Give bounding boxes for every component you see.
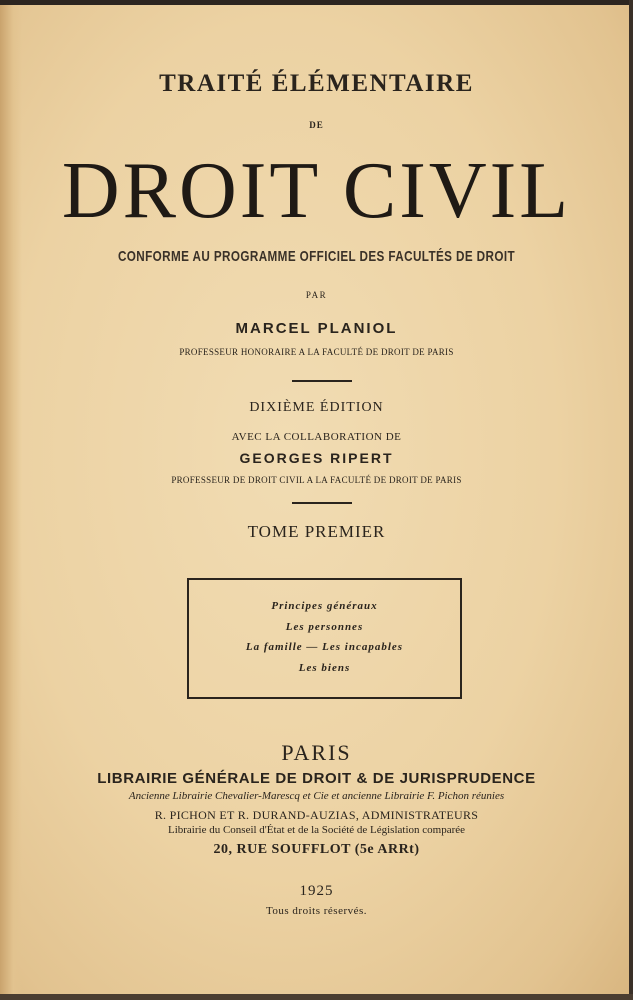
title-line: TRAITÉ ÉLÉMENTAIRE [159,70,474,97]
main-title: DROIT CIVIL [61,147,572,235]
contents-box [187,578,462,699]
author-name: MARCEL PLANIOL [235,320,398,337]
collaboration-label: AVEC LA COLLABORATION DE [231,431,402,443]
contents-item: Les personnes [285,621,364,633]
par-label: PAR [305,290,328,300]
top-edge [0,0,633,5]
rights: Tous droits réservés. [265,905,368,917]
edition: DIXIÈME ÉDITION [249,400,384,415]
conseil-line: Librairie du Conseil d'État et de la Société de Législation comparée [167,824,466,836]
contents-item: Les biens [298,662,351,674]
contents-item: Principes généraux [271,600,378,612]
conforme-line: CONFORME AU PROGRAMME OFFICIEL DES FACULTÉS DE DROIT [117,248,516,265]
address: 20, RUE SOUFFLOT (5e ARRt) [213,842,420,857]
year: 1925 [299,883,334,899]
divider-rule [292,502,352,504]
collaborator-role: PROFESSEUR DE DROIT CIVIL A LA FACULTÉ DE DROIT DE PARIS [171,475,462,485]
publisher: LIBRAIRIE GÉNÉRALE DE DROIT & DE JURISPRUDENCE [97,770,536,787]
title-de: DE [309,120,324,130]
contents-item: La famille — Les incapables [245,641,404,653]
administrators: R. PICHON ET R. DURAND-AUZIAS, ADMINISTRATEURS [154,808,479,822]
city: PARIS [281,740,352,765]
author-role: PROFESSEUR HONORAIRE A LA FACULTÉ DE DROIT DE PARIS [179,347,454,357]
collaborator-name: GEORGES RIPERT [239,450,394,466]
bottom-edge [0,994,633,1000]
publisher-former: Ancienne Librairie Chevalier-Marescq et Cie et ancienne Librairie F. Pichon réunies [128,790,505,802]
divider-rule [292,380,352,382]
tome-label: TOME PREMIER [247,522,386,541]
